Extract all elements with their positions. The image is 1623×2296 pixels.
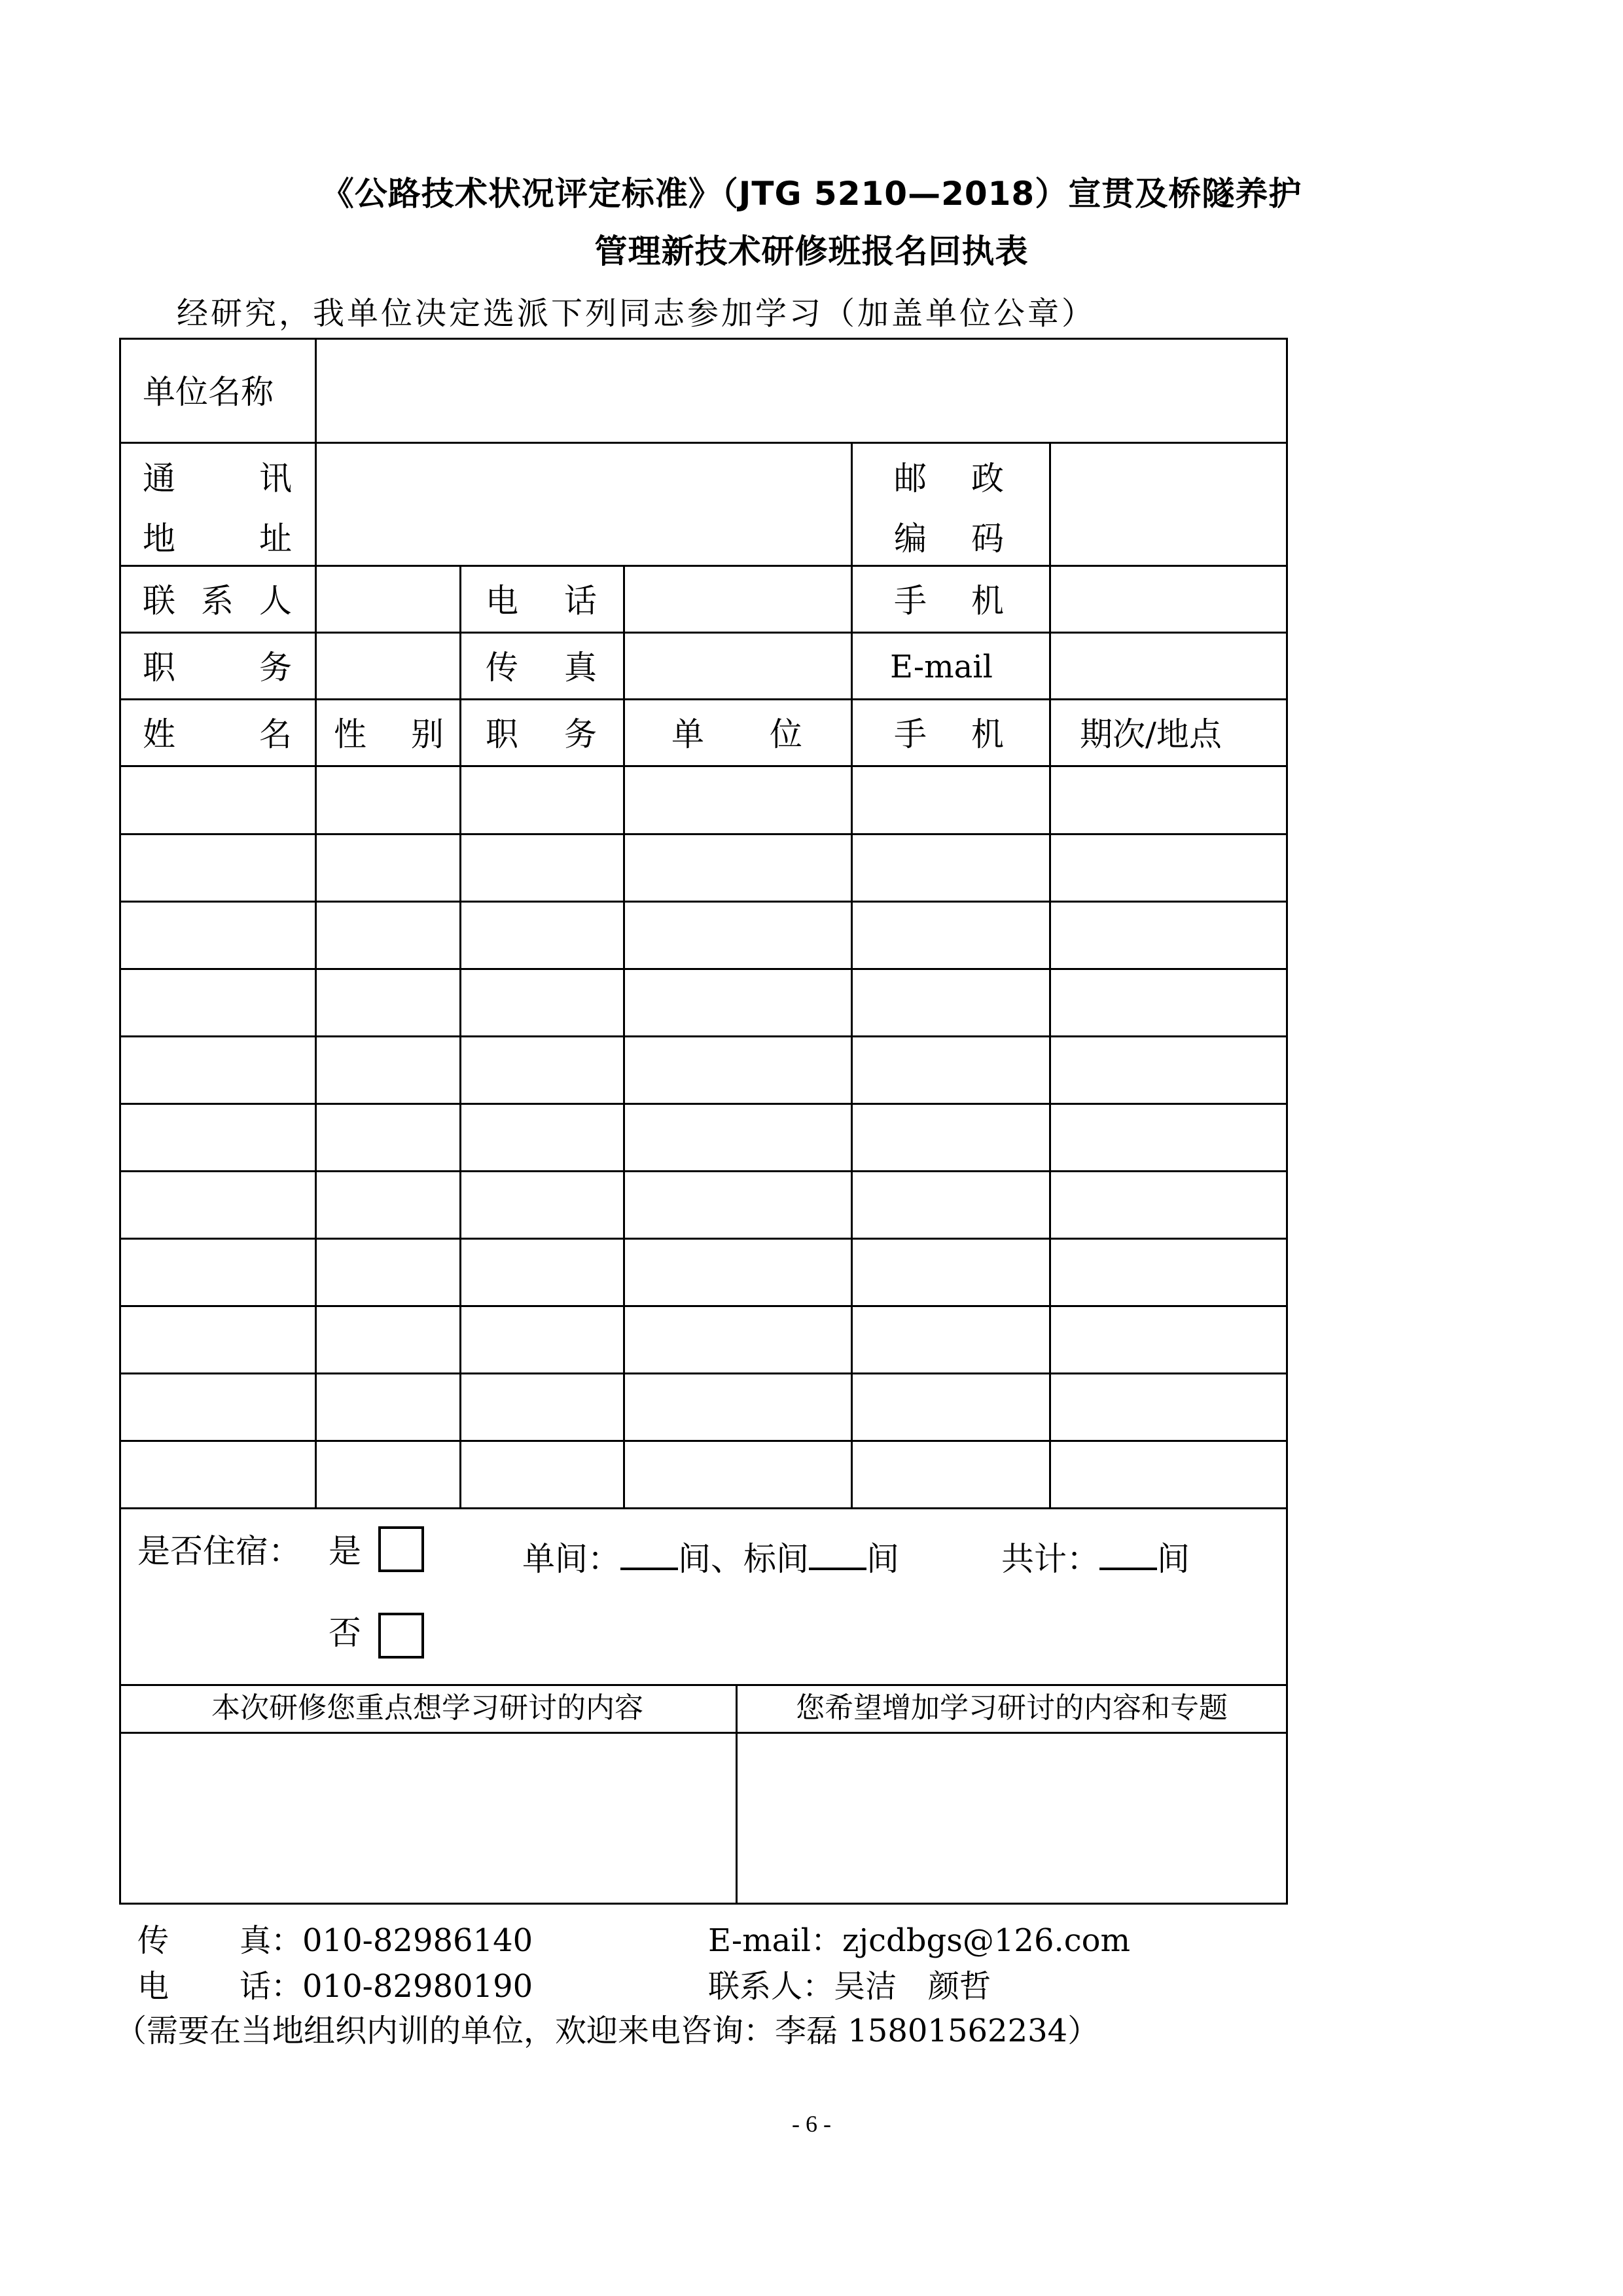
- attendee-unit-field[interactable]: [625, 1172, 851, 1237]
- footer-email-value[interactable]: zjcdbgs@126.com: [842, 1922, 1131, 1959]
- contact-person-field[interactable]: [317, 567, 459, 632]
- attendee-name-field[interactable]: [121, 767, 315, 833]
- attendee-session-location-field[interactable]: [1051, 969, 1286, 1035]
- page-title-line-1: 《公路技术状况评定标准》（JTG 5210—2018）宣贯及桥隧养护: [321, 175, 1302, 213]
- lodging-room-line: [522, 1535, 899, 1578]
- total-room-count-field[interactable]: [1099, 1535, 1157, 1570]
- attendee-header-gender: 性 别: [334, 715, 444, 753]
- attendee-session-location-field[interactable]: [1051, 902, 1286, 967]
- attendee-mobile-field[interactable]: [853, 969, 1049, 1035]
- attendee-position-field[interactable]: [461, 1037, 623, 1102]
- attendee-gender-field[interactable]: [317, 1374, 459, 1439]
- single-room-count-field[interactable]: [620, 1535, 678, 1570]
- attendee-mobile-field[interactable]: [853, 1037, 1049, 1102]
- attendee-mobile-field[interactable]: [853, 1374, 1049, 1439]
- attendee-session-location-field[interactable]: [1051, 1104, 1286, 1170]
- footer-phone-value: 010-82980190: [302, 1968, 533, 2005]
- page-title-line-2: 管理新技术研修班报名回执表: [594, 232, 1029, 270]
- footer-contact-line: [708, 1961, 991, 2006]
- attendee-mobile-field[interactable]: [853, 1104, 1049, 1170]
- lodging-yes-checkbox[interactable]: [378, 1526, 424, 1572]
- attendee-name-field[interactable]: [121, 1037, 315, 1102]
- attendee-position-field[interactable]: [461, 1239, 623, 1304]
- address-field[interactable]: [317, 444, 851, 565]
- attendee-position-field[interactable]: [461, 1306, 623, 1372]
- unit-name-label: 单位名称: [143, 373, 274, 411]
- attendee-name-field[interactable]: [121, 1239, 315, 1304]
- attendee-session-location-field[interactable]: [1051, 1172, 1286, 1237]
- intro-text: 经研究，我单位决定选派下列同志参加学习（加盖单位公章）: [177, 295, 1096, 332]
- attendee-position-field[interactable]: [461, 1104, 623, 1170]
- attendee-position-field[interactable]: [461, 1441, 623, 1507]
- attendee-session-location-field[interactable]: [1051, 1306, 1286, 1372]
- email-label: E-mail: [890, 649, 993, 685]
- attendee-position-field[interactable]: [461, 1374, 623, 1439]
- attendee-position-field[interactable]: [461, 969, 623, 1035]
- attendee-name-field[interactable]: [121, 834, 315, 900]
- footer-fax-line: [137, 1915, 533, 1960]
- attendee-gender-field[interactable]: [317, 969, 459, 1035]
- unit-name-field[interactable]: [317, 340, 1285, 442]
- attendee-mobile-field[interactable]: [853, 1172, 1049, 1237]
- attendee-session-location-field[interactable]: [1051, 1239, 1286, 1304]
- position-label: 职 务: [143, 649, 292, 687]
- footer-note: （需要在当地组织内训的单位，欢迎来电咨询：李磊 15801562234）: [115, 2013, 1099, 2049]
- attendee-unit-field[interactable]: [625, 834, 851, 900]
- attendee-gender-field[interactable]: [317, 902, 459, 967]
- attendee-position-field[interactable]: [461, 834, 623, 900]
- total-room-prefix: 共计：: [1001, 1540, 1099, 1578]
- single-room-prefix: 单间：: [522, 1540, 620, 1578]
- position-field[interactable]: [317, 634, 459, 698]
- fax-field[interactable]: [625, 634, 851, 698]
- attendee-gender-field[interactable]: [317, 767, 459, 833]
- mobile-label: 手 机: [894, 582, 1004, 620]
- attendee-mobile-field[interactable]: [853, 902, 1049, 967]
- attendee-session-location-field[interactable]: [1051, 834, 1286, 900]
- attendee-session-location-field[interactable]: [1051, 1441, 1286, 1507]
- attendee-unit-field[interactable]: [625, 1441, 851, 1507]
- attendee-name-field[interactable]: [121, 1441, 315, 1507]
- attendee-gender-field[interactable]: [317, 1441, 459, 1507]
- footer-fax-label-2: 真：: [240, 1922, 303, 1959]
- address-label-line-2: 地 址: [143, 520, 292, 558]
- study-wish-label: 您希望增加学习研讨的内容和专题: [796, 1691, 1228, 1725]
- attendee-gender-field[interactable]: [317, 1306, 459, 1372]
- attendee-name-field[interactable]: [121, 969, 315, 1035]
- standard-room-count-field[interactable]: [809, 1535, 866, 1570]
- mobile-field[interactable]: [1051, 567, 1285, 632]
- study-focus-field[interactable]: [121, 1734, 736, 1903]
- attendee-position-field[interactable]: [461, 1172, 623, 1237]
- phone-label: 电 话: [486, 582, 597, 620]
- footer-phone-label-1: 电: [137, 1968, 169, 2005]
- attendee-name-field[interactable]: [121, 1306, 315, 1372]
- page-number: - 6 -: [792, 2111, 831, 2137]
- attendee-mobile-field[interactable]: [853, 1306, 1049, 1372]
- lodging-no-checkbox[interactable]: [378, 1613, 424, 1659]
- attendee-mobile-field[interactable]: [853, 1239, 1049, 1304]
- attendee-unit-field[interactable]: [625, 1374, 851, 1439]
- study-focus-label: 本次研修您重点想学习研讨的内容: [211, 1691, 643, 1725]
- footer-phone-label-2: 话：: [240, 1968, 303, 2005]
- footer-fax-label-1: 传: [137, 1922, 169, 1959]
- attendee-header-position: 职 务: [486, 715, 597, 753]
- attendee-gender-field[interactable]: [317, 1239, 459, 1304]
- attendee-header-mobile: 手 机: [894, 715, 1004, 753]
- study-wish-field[interactable]: [738, 1734, 1286, 1903]
- footer-phone-line: [137, 1961, 533, 2006]
- phone-field[interactable]: [625, 567, 851, 632]
- attendee-unit-field[interactable]: [625, 767, 851, 833]
- attendee-name-field[interactable]: [121, 1172, 315, 1237]
- attendee-unit-field[interactable]: [625, 969, 851, 1035]
- footer-contact-label: 联系人：: [708, 1968, 834, 2005]
- attendee-position-field[interactable]: [461, 902, 623, 967]
- attendee-name-field[interactable]: [121, 902, 315, 967]
- footer-email-line: [708, 1915, 1130, 1960]
- attendee-session-location-field[interactable]: [1051, 1037, 1286, 1102]
- footer-fax-value: 010-82986140: [302, 1922, 533, 1959]
- attendee-header-name: 姓 名: [143, 715, 292, 753]
- footer-email-label: E-mail：: [708, 1922, 842, 1959]
- standard-room-suffix: 间: [866, 1540, 899, 1578]
- attendee-unit-field[interactable]: [625, 1239, 851, 1304]
- attendee-mobile-field[interactable]: [853, 1441, 1049, 1507]
- address-label-line-1: 通 讯: [143, 459, 292, 497]
- single-room-suffix: 间、标间: [678, 1540, 809, 1578]
- contact-person-label: 联 系 人: [143, 582, 292, 620]
- postal-code-field[interactable]: [1051, 444, 1285, 565]
- total-room-suffix: 间: [1157, 1540, 1190, 1578]
- lodging-total-line: [1001, 1535, 1190, 1578]
- attendee-session-location-field[interactable]: [1051, 1374, 1286, 1439]
- attendee-mobile-field[interactable]: [853, 767, 1049, 833]
- fax-label: 传 真: [486, 649, 597, 687]
- attendee-unit-field[interactable]: [625, 902, 851, 967]
- attendee-session-location-field[interactable]: [1051, 767, 1286, 833]
- postal-label-line-1: 邮 政: [894, 459, 1004, 497]
- attendee-name-field[interactable]: [121, 1374, 315, 1439]
- attendee-gender-field[interactable]: [317, 1037, 459, 1102]
- attendee-header-unit: 单 位: [671, 715, 802, 753]
- attendee-gender-field[interactable]: [317, 1172, 459, 1237]
- email-field[interactable]: [1051, 634, 1285, 698]
- attendee-unit-field[interactable]: [625, 1104, 851, 1170]
- attendee-header-session-location: 期次/地点: [1080, 715, 1222, 753]
- footer-contact-value: 吴洁 颜哲: [834, 1968, 991, 2005]
- attendee-unit-field[interactable]: [625, 1306, 851, 1372]
- lodging-no-label: 否: [329, 1614, 361, 1652]
- postal-label-line-2: 编 码: [894, 520, 1004, 558]
- lodging-label: 是否住宿：: [137, 1532, 301, 1570]
- lodging-yes-label: 是: [329, 1532, 361, 1570]
- attendee-mobile-field[interactable]: [853, 834, 1049, 900]
- attendee-position-field[interactable]: [461, 767, 623, 833]
- attendee-name-field[interactable]: [121, 1104, 315, 1170]
- attendee-gender-field[interactable]: [317, 1104, 459, 1170]
- attendee-gender-field[interactable]: [317, 834, 459, 900]
- attendee-unit-field[interactable]: [625, 1037, 851, 1102]
